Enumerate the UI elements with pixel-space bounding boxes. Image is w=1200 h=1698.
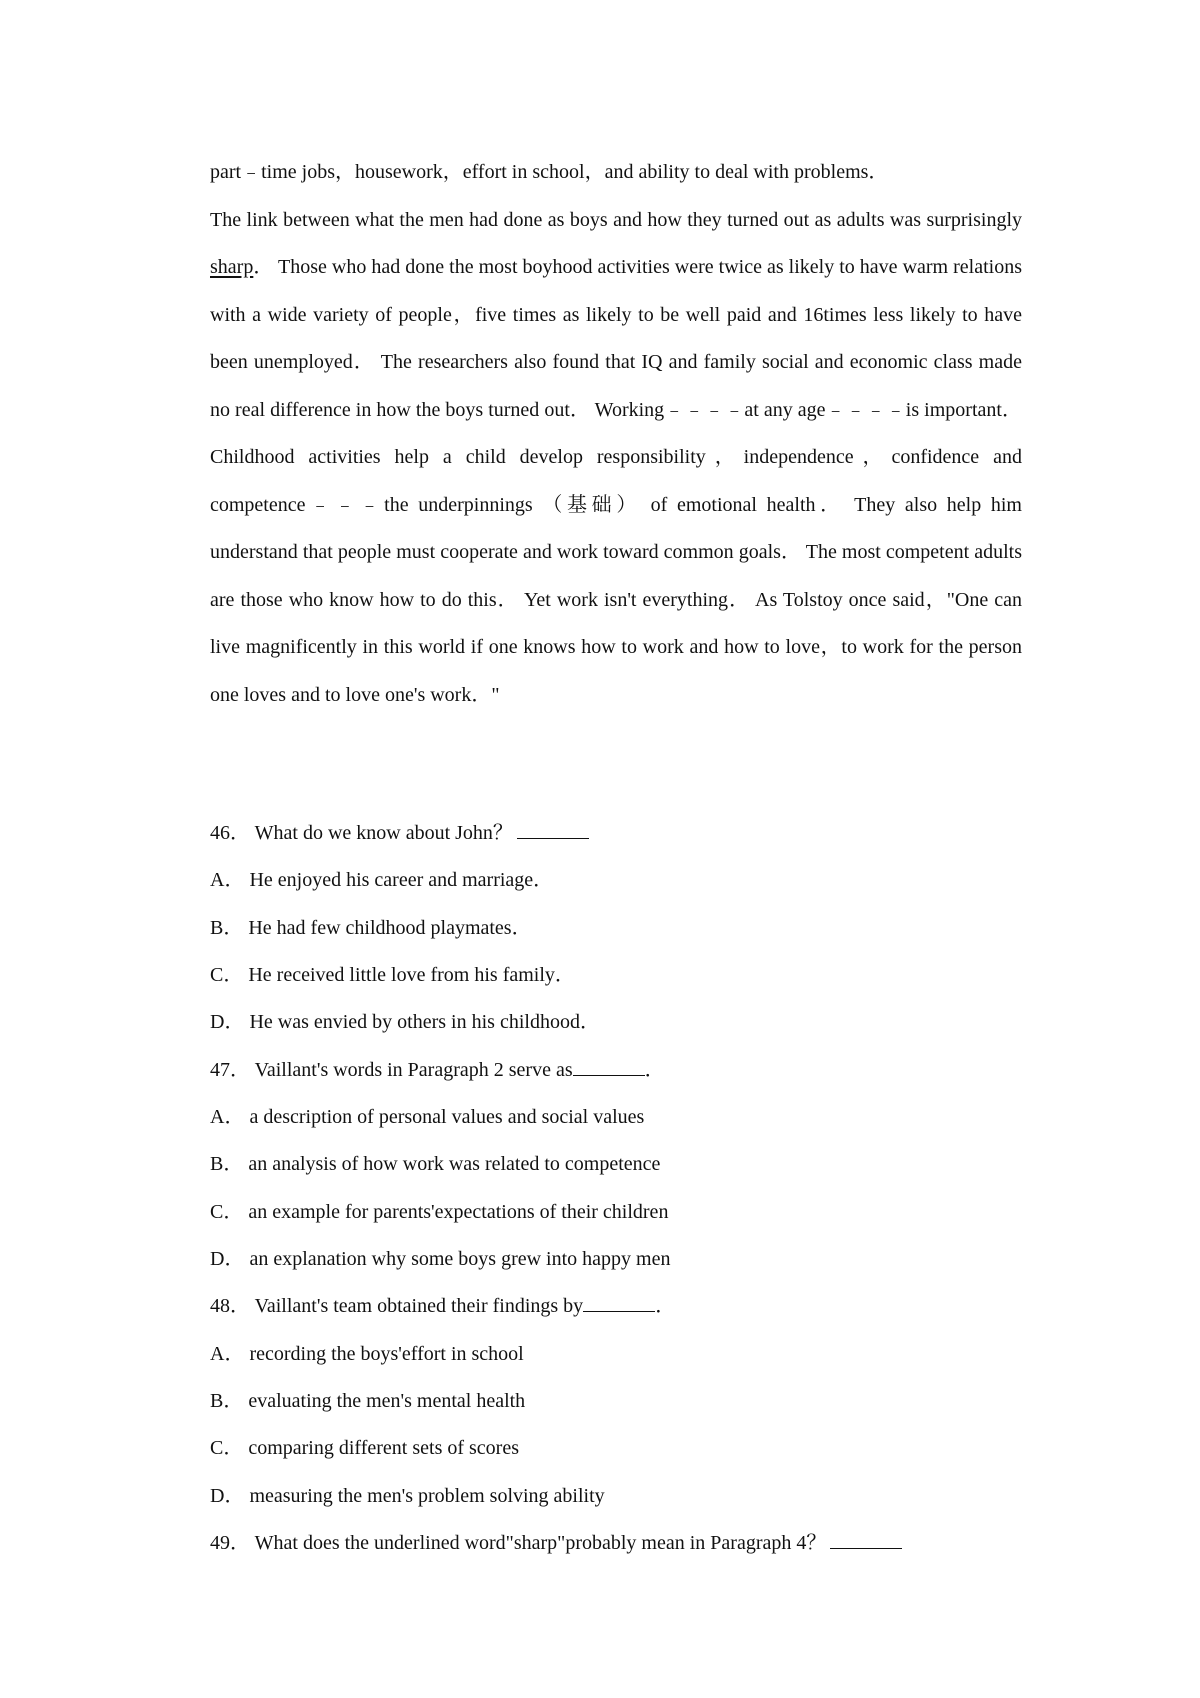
question-47-option-b: B． an analysis of how work was related to competence <box>210 1153 661 1176</box>
question-46-option-c: C． He received little love from his family． <box>210 964 575 987</box>
question-47-option-c: C． an example for parents'expectations of their children <box>210 1200 669 1223</box>
question-48-option-b: B． evaluating the men's mental health <box>210 1390 526 1413</box>
reading-passage <box>210 149 1022 719</box>
question-46-option-d: D． He was envied by others in his childhood． <box>210 1011 600 1034</box>
question-47-option-d: D． an explanation why some boys grew into happy men <box>210 1248 671 1271</box>
question-49-stem: 49． What does the underlined word"sharp"probably mean in Paragraph 4？ <box>210 1520 1022 1567</box>
question-46-option-b: B． He had few childhood playmates． <box>210 916 532 939</box>
answer-blank <box>517 820 589 839</box>
question-46-stem: 46． What do we know about John？ <box>210 810 1022 857</box>
answer-blank <box>583 1293 655 1312</box>
answer-blank <box>573 1057 645 1076</box>
passage-line-1: part﹣time jobs，housework，effort in school，and ability to deal with problems． <box>210 161 889 183</box>
answer-blank <box>830 1530 902 1549</box>
question-47-option-a: A． a description of personal values and social values <box>210 1106 645 1129</box>
question-list <box>210 810 1022 1568</box>
passage-paragraph <box>210 197 1022 720</box>
question-48-option-c: C． comparing different sets of scores <box>210 1437 519 1460</box>
question-48-option-a: A． recording the boys'effort in school <box>210 1342 524 1365</box>
passage-text-after-underline: ． Those who had done the most boyhood activities were twice as likely to have warm relations with a wide variety of people，five times as likely to be well paid and 16times less likely to have been unemployed． The researchers also found that IQ and family social and economic class made no real difference in how the boys turned out． Working﹣﹣﹣﹣at any age﹣﹣﹣﹣is important． Childhood activities help a child develop responsibility，independence，confidence and competence﹣﹣﹣the underpinnings （基础） of emotional health． They also help him understand that people must cooperate and work toward common goals． The most competent adults are those who know how to do this． Yet work isn't everything． As Tolstoy once said，"One can live magnificently in this world if one knows how to work and how to love，to work for the person one loves and to love one's work．" <box>210 256 1022 706</box>
question-48-option-d: D． measuring the men's problem solving ability <box>210 1484 605 1507</box>
question-48-stem: 48． Vaillant's team obtained their findings by ． <box>210 1295 676 1318</box>
question-47-stem: 47． Vaillant's words in Paragraph 2 serve as ． <box>210 1058 665 1081</box>
question-46-option-a: A． He enjoyed his career and marriage． <box>210 869 554 892</box>
passage-text-before-underline: The link between what the men had done as boys and how they turned out as adults was surprisingly <box>210 208 1022 231</box>
underlined-word-sharp: sharp <box>210 256 254 278</box>
